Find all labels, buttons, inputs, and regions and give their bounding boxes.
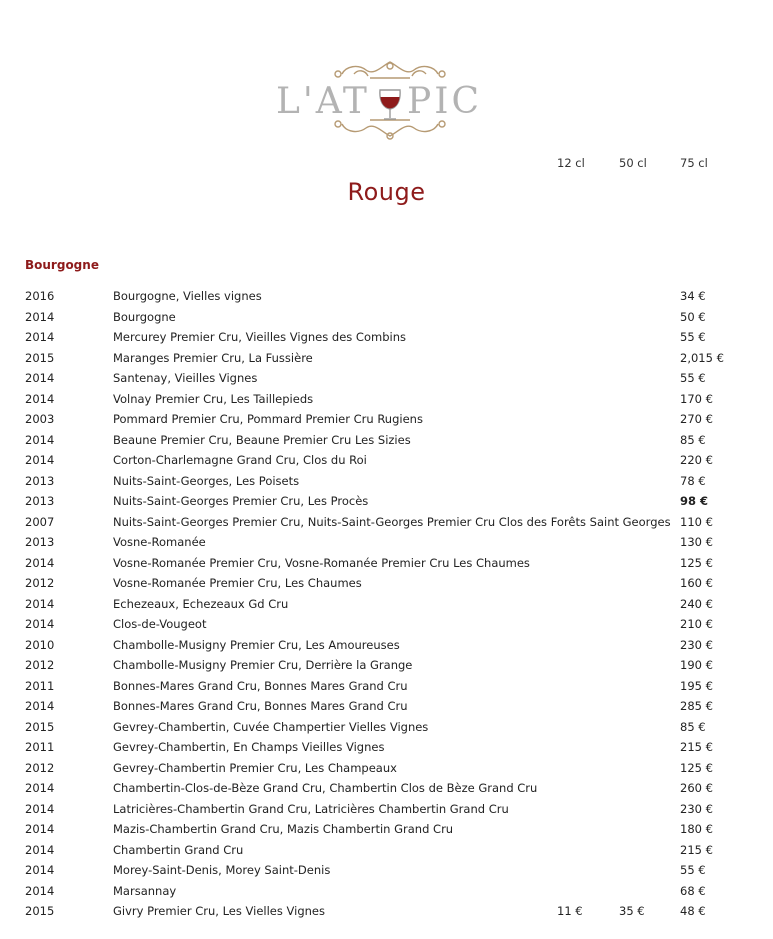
price-75cl: 215 €: [680, 740, 713, 755]
price-75cl: 68 €: [680, 883, 706, 898]
price-75cl: 195 €: [680, 678, 713, 693]
wine-name: Mercurey Premier Cru, Vieilles Vignes des Combins: [113, 330, 406, 345]
wine-year: 2013: [25, 494, 55, 509]
section-title: Rouge: [347, 178, 426, 206]
wine-year: 2014: [25, 801, 55, 816]
price-75cl: 260 €: [680, 781, 713, 796]
wine-row: [0, 450, 773, 471]
wine-row: [0, 881, 773, 902]
wine-row: [0, 819, 773, 840]
svg-text:L'AT: L'AT: [276, 81, 370, 122]
price-75cl: 270 €: [680, 412, 713, 427]
wine-name: Corton-Charlemagne Grand Cru, Clos du Roi: [113, 453, 367, 468]
wine-name: Nuits-Saint-Georges Premier Cru, Les Procès: [113, 494, 369, 509]
wine-name: Gevrey-Chambertin, Cuvée Champertier Vielles Vignes: [113, 719, 429, 734]
wine-row: [0, 778, 773, 799]
price-12cl: 11 €: [557, 904, 583, 919]
wine-row: [0, 573, 773, 594]
wine-year: 2014: [25, 781, 55, 796]
price-75cl: 78 €: [680, 473, 706, 488]
wine-row: [0, 368, 773, 389]
wine-name: Volnay Premier Cru, Les Taillepieds: [113, 391, 314, 406]
wine-name: Santenay, Vieilles Vignes: [113, 371, 258, 386]
price-75cl: 180 €: [680, 822, 713, 837]
wine-row: [0, 758, 773, 779]
wine-row: [0, 471, 773, 492]
wine-name: Chambertin Grand Cru: [113, 842, 244, 857]
wine-name: Bonnes-Mares Grand Cru, Bonnes Mares Grand Cru: [113, 678, 408, 693]
price-75cl: 50 €: [680, 309, 706, 324]
price-75cl: 230 €: [680, 801, 713, 816]
price-75cl: 220 €: [680, 453, 713, 468]
wine-name: Nuits-Saint-Georges Premier Cru, Nuits-Saint-Georges Premier Cru Clos des Forêts Saint Georges: [113, 514, 671, 529]
price-75cl: 130 €: [680, 535, 713, 550]
wine-row: [0, 635, 773, 656]
column-50cl: 50 cl: [619, 156, 647, 170]
price-75cl: 210 €: [680, 617, 713, 632]
price-75cl: 55 €: [680, 863, 706, 878]
wine-year: 2010: [25, 637, 55, 652]
price-75cl: 170 €: [680, 391, 713, 406]
wine-name: Echezeaux, Echezeaux Gd Cru: [113, 596, 289, 611]
wine-name: Givry Premier Cru, Les Vielles Vignes: [113, 904, 325, 919]
wine-year: 2013: [25, 473, 55, 488]
price-75cl: 215 €: [680, 842, 713, 857]
wine-name: Vosne-Romanée: [113, 535, 206, 550]
wine-year: 2014: [25, 883, 55, 898]
column-12cl: 12 cl: [557, 156, 585, 170]
wine-name: Mazis-Chambertin Grand Cru, Mazis Chambertin Grand Cru: [113, 822, 454, 837]
price-75cl: 160 €: [680, 576, 713, 591]
wine-year: 2014: [25, 596, 55, 611]
price-75cl: 230 €: [680, 637, 713, 652]
wine-year: 2014: [25, 453, 55, 468]
svg-text:PIC: PIC: [407, 81, 482, 122]
wine-row: [0, 737, 773, 758]
wine-name: Maranges Premier Cru, La Fussière: [113, 350, 313, 365]
wine-row: [0, 409, 773, 430]
price-75cl: 2,015 €: [680, 350, 724, 365]
wine-year: 2014: [25, 699, 55, 714]
wine-row: [0, 860, 773, 881]
price-75cl: 240 €: [680, 596, 713, 611]
wine-row: [0, 512, 773, 533]
wine-year: 2014: [25, 309, 55, 324]
wine-row: [0, 491, 773, 512]
wine-name: Chambertin-Clos-de-Bèze Grand Cru, Chambertin Clos de Bèze Grand Cru: [113, 781, 538, 796]
price-75cl: 110 €: [680, 514, 713, 529]
wine-name: Beaune Premier Cru, Beaune Premier Cru Les Sizies: [113, 432, 411, 447]
wine-year: 2015: [25, 350, 55, 365]
wine-year: 2011: [25, 740, 55, 755]
price-75cl: 285 €: [680, 699, 713, 714]
wine-name: Morey-Saint-Denis, Morey Saint-Denis: [113, 863, 331, 878]
wine-year: 2012: [25, 658, 55, 673]
price-75cl: 48 €: [680, 904, 706, 919]
wine-name: Clos-de-Vougeot: [113, 617, 207, 632]
wine-row: [0, 717, 773, 738]
wine-list: [0, 286, 773, 922]
wine-row: [0, 840, 773, 861]
wine-row: [0, 348, 773, 369]
wine-year: 2014: [25, 555, 55, 570]
wine-year: 2014: [25, 822, 55, 837]
price-50cl: 35 €: [619, 904, 645, 919]
restaurant-logo: [270, 52, 510, 150]
wine-year: 2015: [25, 904, 55, 919]
wine-row: [0, 327, 773, 348]
wine-year: 2013: [25, 535, 55, 550]
price-75cl: 85 €: [680, 719, 706, 734]
wine-name: Chambolle-Musigny Premier Cru, Derrière la Grange: [113, 658, 413, 673]
price-75cl: 190 €: [680, 658, 713, 673]
wine-year: 2011: [25, 678, 55, 693]
wine-year: 2014: [25, 842, 55, 857]
wine-row: [0, 676, 773, 697]
region-heading: Bourgogne: [25, 258, 99, 272]
price-75cl: 125 €: [680, 555, 713, 570]
price-75cl: 98 €: [680, 494, 709, 509]
wine-row: [0, 696, 773, 717]
wine-row: [0, 307, 773, 328]
wine-year: 2007: [25, 514, 55, 529]
price-75cl: 34 €: [680, 289, 706, 303]
wine-year: 2014: [25, 432, 55, 447]
price-75cl: 85 €: [680, 432, 706, 447]
wine-row: [0, 286, 773, 307]
wine-name: Gevrey-Chambertin, En Champs Vieilles Vignes: [113, 740, 385, 755]
wine-row: [0, 901, 773, 922]
wine-row: [0, 655, 773, 676]
wine-year: 2014: [25, 330, 55, 345]
wine-year: 2003: [25, 412, 55, 427]
wine-year: 2012: [25, 576, 55, 591]
column-75cl: 75 cl: [680, 156, 708, 170]
wine-year: 2016: [25, 289, 55, 303]
wine-row: [0, 389, 773, 410]
wine-row: [0, 799, 773, 820]
price-75cl: 125 €: [680, 760, 713, 775]
logo-ornament: [270, 52, 510, 150]
wine-name: Bonnes-Mares Grand Cru, Bonnes Mares Grand Cru: [113, 699, 408, 714]
wine-row: [0, 430, 773, 451]
wine-row: [0, 614, 773, 635]
wine-year: 2015: [25, 719, 55, 734]
wine-year: 2014: [25, 617, 55, 632]
wine-name: Bourgogne, Vielles vignes: [113, 289, 262, 303]
wine-name: Vosne-Romanée Premier Cru, Vosne-Romanée Premier Cru Les Chaumes: [113, 555, 530, 570]
wine-row: [0, 594, 773, 615]
wine-name: Bourgogne: [113, 309, 176, 324]
wine-name: Marsannay: [113, 883, 177, 898]
wine-name: Gevrey-Chambertin Premier Cru, Les Champeaux: [113, 760, 397, 775]
price-75cl: 55 €: [680, 330, 706, 345]
wine-name: Pommard Premier Cru, Pommard Premier Cru Rugiens: [113, 412, 423, 427]
volume-column-headers: [0, 156, 773, 174]
wine-year: 2014: [25, 863, 55, 878]
wine-name: Nuits-Saint-Georges, Les Poisets: [113, 473, 300, 488]
wine-name: Vosne-Romanée Premier Cru, Les Chaumes: [113, 576, 362, 591]
wine-name: Chambolle-Musigny Premier Cru, Les Amoureuses: [113, 637, 400, 652]
wine-year: 2012: [25, 760, 55, 775]
wine-row: [0, 532, 773, 553]
wine-year: 2014: [25, 391, 55, 406]
price-75cl: 55 €: [680, 371, 706, 386]
wine-row: [0, 553, 773, 574]
wine-year: 2014: [25, 371, 55, 386]
wine-name: Latricières-Chambertin Grand Cru, Latricières Chambertin Grand Cru: [113, 801, 509, 816]
